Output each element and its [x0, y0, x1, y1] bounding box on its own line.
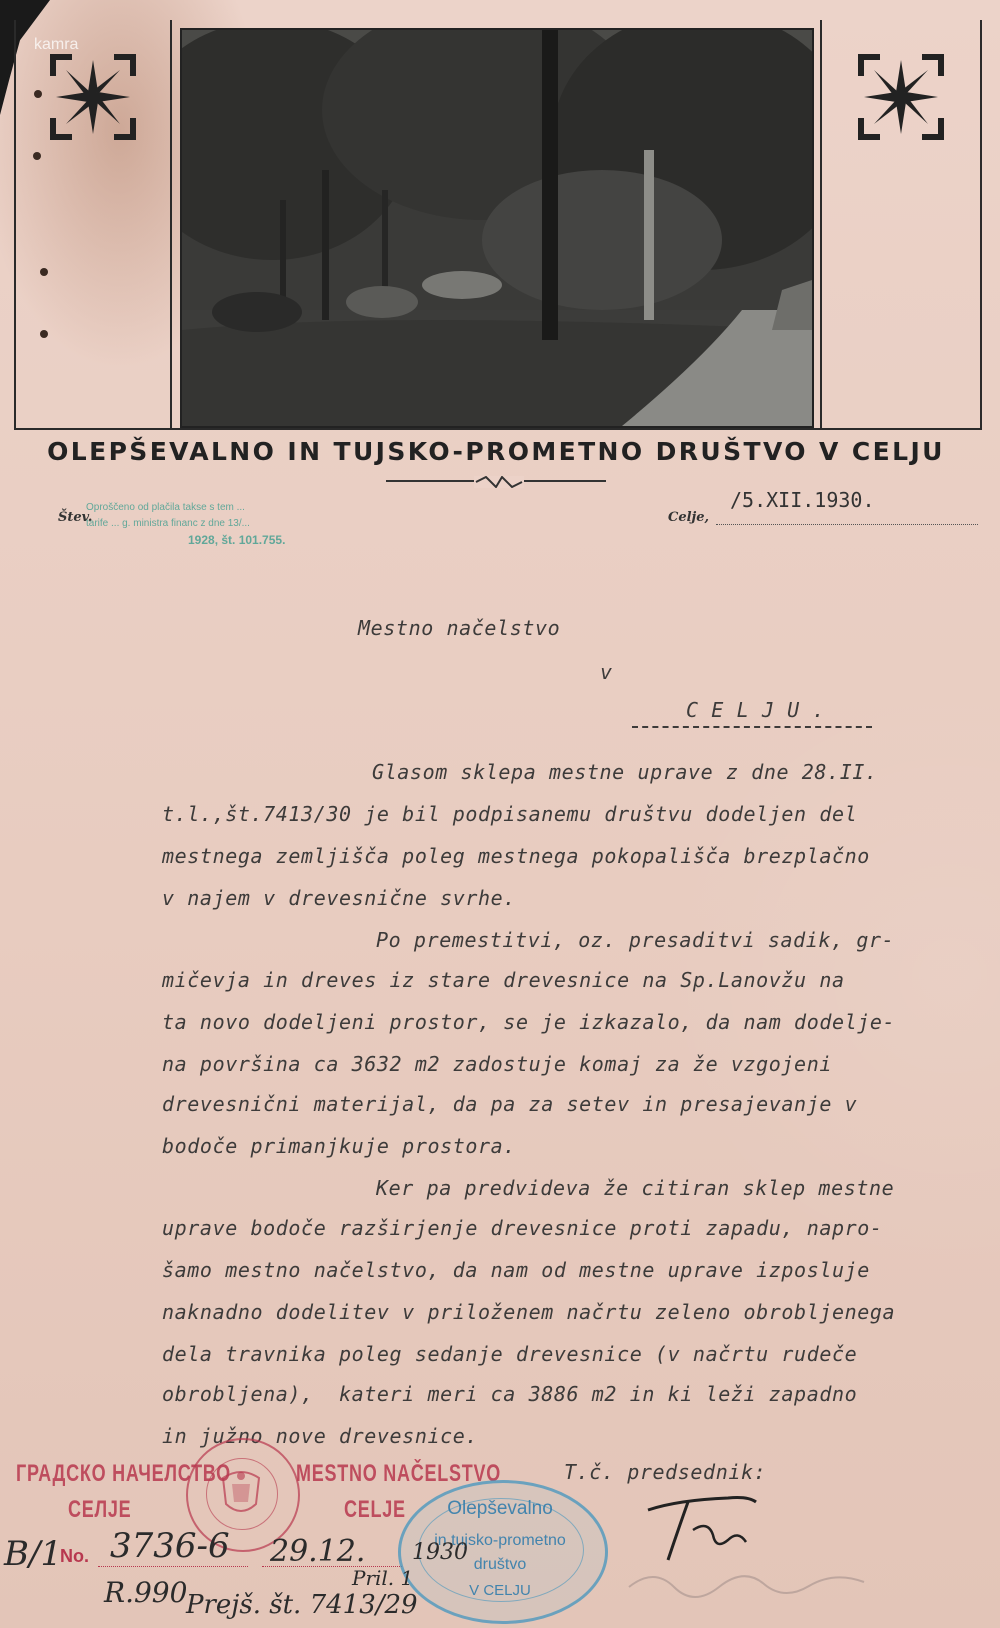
place-label: Celje, — [668, 510, 710, 525]
society-seal-text: Olepševalno — [447, 1498, 553, 1519]
recipient-line: C E L J U . — [686, 698, 826, 722]
ornament-icon — [856, 52, 946, 142]
body-line: uprave bodoče razširjenje drevesnice proti zapadu, napro- — [162, 1216, 883, 1240]
recipient-line: Mestno načelstvo — [358, 616, 561, 640]
handwritten-previous-number: Prejš. št. 7413/29 — [186, 1590, 418, 1620]
faint-signature-icon — [624, 1562, 874, 1602]
handwritten-date: 29.12. — [270, 1534, 366, 1569]
frame-divider — [170, 20, 172, 430]
body-line: dela travnika poleg sedanje drevesnice (v načrtu rudeče — [162, 1342, 858, 1366]
body-line: bodoče primanjkuje prostora. — [162, 1134, 516, 1158]
signature-icon — [638, 1490, 768, 1570]
society-seal-text: in tujsko-prometno — [434, 1532, 566, 1549]
signature-label: T.č. predsednik: — [564, 1460, 767, 1484]
tax-exemption-line: tarife ... g. ministra financ z dne 13/... — [86, 518, 250, 529]
body-line: mičevja in dreves iz stare drevesnice na Sp.Lanovžu na — [162, 968, 845, 992]
body-line: Po premestitvi, oz. presaditvi sadik, gr- — [376, 928, 895, 952]
registry-no-label: No. — [60, 1546, 89, 1566]
body-line: obrobljena), kateri meri ca 3886 m2 in ki leži zapadno — [162, 1382, 858, 1406]
body-line: naknadno dodelitev v priloženem načrtu zeleno obrobljenega — [162, 1300, 896, 1324]
society-seal-text: V CELJU — [469, 1582, 531, 1599]
letter-date: /5.XII.1930. — [730, 488, 875, 512]
recipient-line: v — [600, 660, 613, 684]
stamp-text: CELJE — [344, 1496, 406, 1523]
registry-no-line — [98, 1566, 248, 1567]
park-photograph — [180, 28, 814, 428]
stamp-text: MESTNO NAČELSTVO — [296, 1460, 502, 1487]
frame-divider — [820, 20, 822, 430]
tax-exemption-line: 1928, št. 101.755. — [188, 533, 286, 547]
handwritten-year: 1930 — [412, 1540, 468, 1565]
society-seal-text: društvo — [473, 1556, 527, 1573]
tax-exemption-stamp — [86, 500, 406, 548]
handwritten-number: 3736-6 — [110, 1526, 230, 1566]
ornament-icon — [48, 52, 138, 142]
stamp-text: ГРАДСКО НАЧЕЛСТВО — [16, 1460, 231, 1487]
body-line: na površina ca 3632 m2 zadostuje komaj za že vzgojeni — [162, 1052, 832, 1076]
handwritten-attachment: Pril. 1 — [352, 1566, 414, 1590]
body-line: in južno nove drevesnice. — [162, 1424, 479, 1448]
body-line: šamo mestno načelstvo, da nam od mestne uprave izposluje — [162, 1258, 870, 1282]
handwritten-code: B/1 — [4, 1534, 63, 1574]
recipient-underline — [632, 726, 872, 728]
stamp-text: CЕЛJЕ — [68, 1496, 132, 1523]
body-line: drevesnični materijal, da pa za setev in presajevanje v — [162, 1092, 858, 1116]
date-dotted-line — [716, 524, 978, 525]
handwritten-ref: R.990 — [104, 1576, 188, 1609]
body-line: t.l.,št.7413/30 je bil podpisanemu društvu dodeljen del — [162, 802, 858, 826]
body-line: mestnega zemljišča poleg mestnega pokopališča brezplačno — [162, 844, 870, 868]
tax-exemption-line: Oproščeno od plačila takse s tem ... — [86, 502, 245, 513]
decorative-knot-icon — [474, 476, 524, 488]
coat-of-arms-icon — [218, 1468, 264, 1518]
body-line: Glasom sklepa mestne uprave z dne 28.II. — [372, 760, 878, 784]
body-line: ta novo dodeljeni prostor, se je izkazalo, da nam dodelje- — [162, 1010, 896, 1034]
reference-number-label: Štev. — [58, 510, 93, 525]
watermark: kamra — [34, 36, 79, 53]
faint-signature — [624, 1562, 874, 1608]
body-line: v najem v drevesnične svrhe. — [162, 886, 516, 910]
body-line: Ker pa predvideva že citiran sklep mestne — [376, 1176, 895, 1200]
organization-name: OLEPŠEVALNO IN TUJSKO-PROMETNO DRUŠTVO V CELJU — [47, 437, 945, 466]
